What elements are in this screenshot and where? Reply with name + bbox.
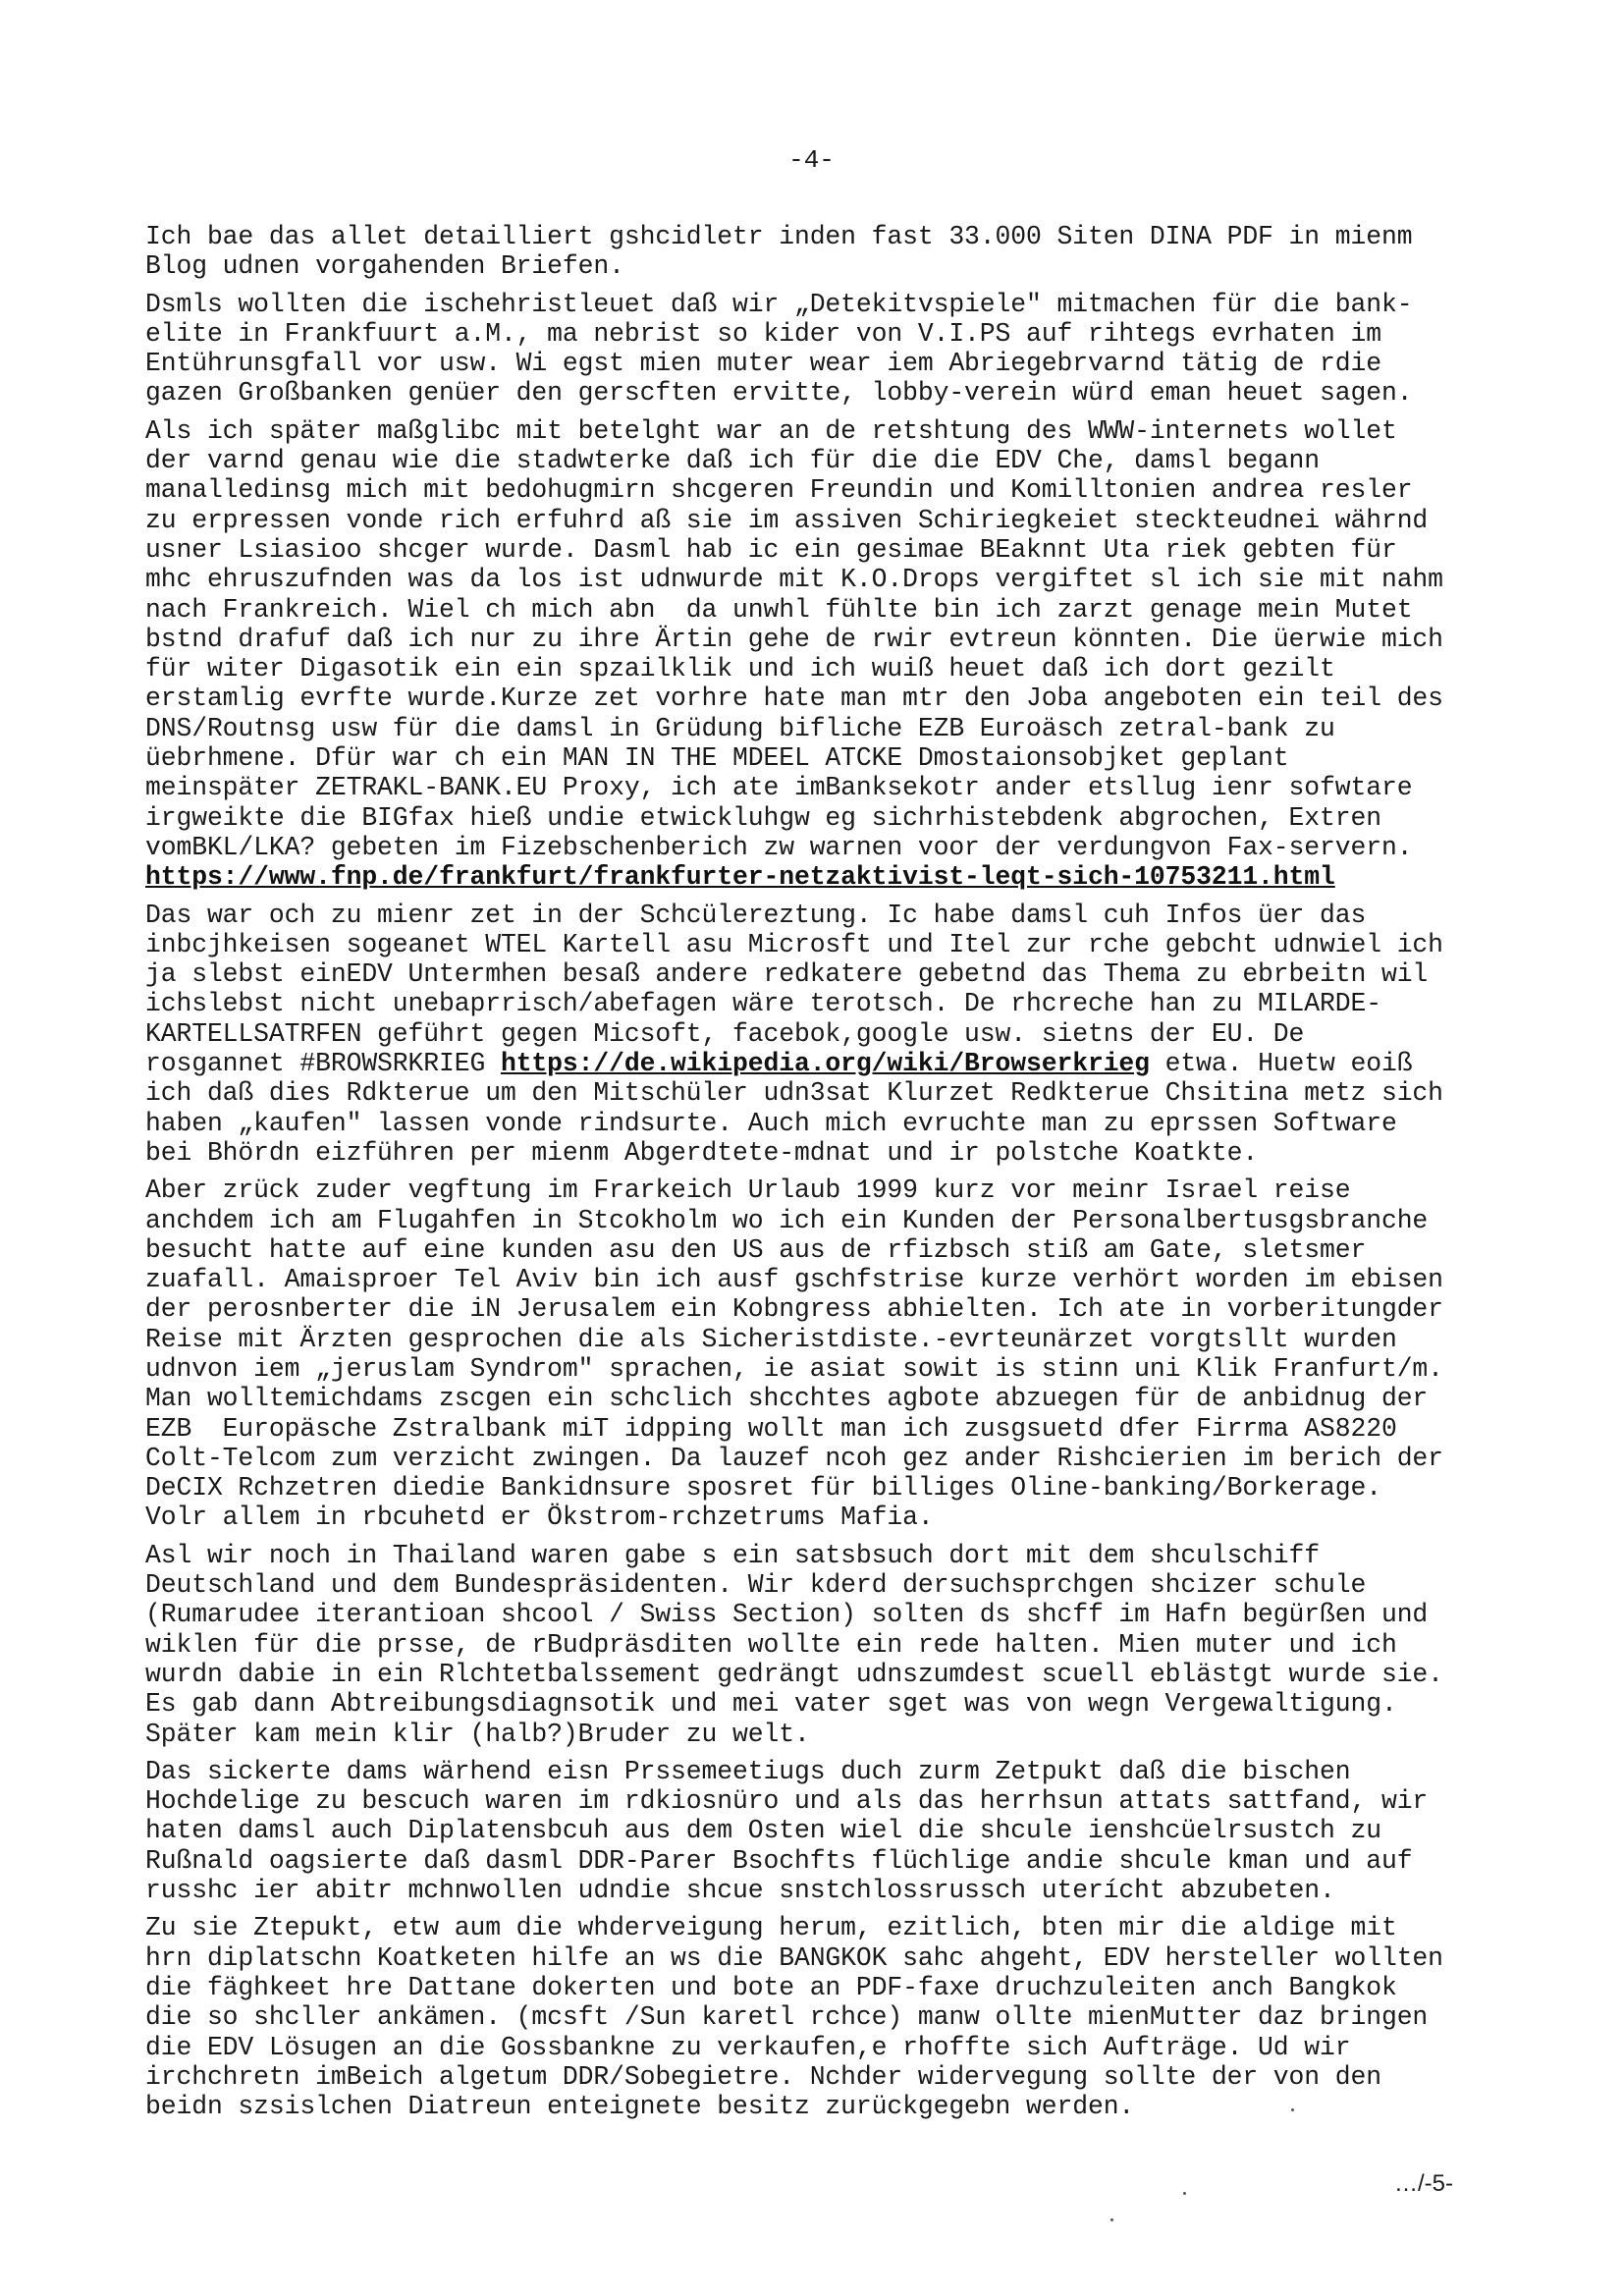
text-line: Volr allem in rbcuhetd er Ökstrom-rchzetrums Mafia. <box>145 1503 934 1533</box>
text-line: beidn szsislchen Diatreun enteignete besitz zurückgegebn werden. <box>145 2092 1135 2122</box>
text-line: irchchretn imBeich algetum DDR/Sobegietre. Nchder widervegung sollte der von den <box>145 2061 1381 2092</box>
text-line: Aber zrück zuder vegftung im Frarkeich Urlaub 1999 kurz vor meinr Israel reise <box>145 1175 1351 1206</box>
text-line: Reise mit Ärzten gesprochen die als Sicheristdiste.-evrteunärzet vorgtsllt wurden <box>145 1324 1397 1354</box>
page-number: -4- <box>788 145 835 175</box>
text-line: (Rumarudee iterantioan shcool / Swiss Section) solten ds shcff im Hafn begürßen und <box>145 1600 1429 1630</box>
document-body <box>145 222 1540 2129</box>
text-line: die EDV Lösugen an die Gossbankne zu verkaufen,e rhoffte sich Aufträge. Ud wir <box>145 2032 1351 2062</box>
scan-speck <box>1291 2108 1294 2111</box>
text-line: hrn diplatschn Koatketen hilfe an ws die BANGKOK sahc ahgeht, EDV hersteller wollten <box>145 1942 1443 1973</box>
text-line: die so shcller ankämen. (mcsft /Sun karetl rchce) manw ollte mienMutter daz bringen <box>145 2002 1429 2033</box>
text-segment: etwa. Huetw eoiß <box>1149 1049 1413 1079</box>
text-line: wurdn dabie in ein Rlchtetbalssement gedrängt udnszumdest scuell eblästgt wurde sie. <box>145 1659 1443 1689</box>
text-line: Ich bae das allet detailliert gshcidletr inden fast 33.000 Siten DINA PDF in mienm <box>145 222 1413 251</box>
scan-speck <box>1183 2192 1186 2195</box>
text-line: DeCIX Rchzetren diedie Bankidnsure sposret für billiges Oline-banking/Borkerage. <box>145 1473 1381 1503</box>
text-line: mhc ehruszufnden was da los ist udnwurde mit K.O.Drops vergiftet sl ich sie mit nahm <box>145 565 1443 595</box>
text-line: zuafall. Amaisproer Tel Aviv bin ich ausf gschfstrise kurze verhört worden im ebisen <box>145 1265 1443 1295</box>
scan-speck <box>1110 2218 1113 2221</box>
paragraph <box>145 1541 1540 1749</box>
text-line: gazen Großbanken genüer den gerscften ervitte, lobby-verein würd eman heuet sagen. <box>145 378 1413 409</box>
text-line: russhc ier abitr mchnwollen udndie shcue snstchlossrussch uterícht abzubeten. <box>145 1876 1335 1906</box>
continuation-marker: …/-5- <box>1394 2170 1453 2197</box>
text-line: Colt-Telcom zum verzicht zwingen. Da lauzef ncoh gez ander Rishcierien im berich der <box>145 1443 1443 1473</box>
text-line: manalledinsg mich mit bedohugmirn shcgeren Freundin und Komilltonien andrea resler <box>145 475 1413 506</box>
text-line: haten damsl auch Diplatensbcuh aus dem Osten wiel die shcule ienshcüelrsustch zu <box>145 1816 1381 1846</box>
text-line: erstamlig evrfte wurde.Kurze zet vorhre hate man mtr den Joba angeboten ein teil des <box>145 683 1443 714</box>
text-line: der varnd genau wie die stadwterke daß ich für die die EDV Che, damsl begann <box>145 446 1321 476</box>
text-line: Blog udnen vorgahenden Briefen. <box>145 251 624 282</box>
text-line: DNS/Routnsg usw für die damsl in Grüdung bifliche EZB Euroäsch zetral-bank zu <box>145 713 1335 743</box>
text-line: ichslebst nicht unebaprrisch/abefagen wäre terotsch. De rhcreche han zu MILARDE- <box>145 989 1381 1019</box>
text-line: anchdem ich am Flugahfen in Stcokholm wo ich ein Kunden der Personalbertusgsbranche <box>145 1205 1429 1235</box>
text-segment: rosgannet #BROWSRKRIEG <box>145 1049 501 1079</box>
paragraph <box>145 1175 1540 1533</box>
text-line <box>145 862 1540 892</box>
text-line: Man wolltemichdams zscgen ein schclich shcchtes agbote abzuegen für de anbidnug der <box>145 1384 1429 1414</box>
text-line: bstnd drafuf daß ich nur zu ihre Ärtin gehe de rwir evtreun könnten. Die üerwie mich <box>145 624 1443 654</box>
text-line: EZB Europäsche Zstralbank miT idpping wollt man ich zusgsuetd dfer Firrma AS8220 <box>145 1413 1397 1444</box>
paragraph <box>145 1757 1540 1905</box>
hyperlink[interactable]: https://www.fnp.de/frankfurt/frankfurter-netzaktivist-leqt-sich-10753211.html <box>145 862 1335 893</box>
paragraph <box>145 416 1540 893</box>
text-line: Später kam mein klir (halb?)Bruder zu welt. <box>145 1719 810 1749</box>
text-line: der perosnberter die iN Jerusalem ein Kobngress abhielten. Ich ate in vorberitungder <box>145 1294 1443 1325</box>
text-line: wiklen für die prsse, de rBudpräsditen wollte ein rede halten. Mien muter und ich <box>145 1629 1397 1660</box>
text-line: Das sickerte dams wärhend eisn Prssemeetiugs duch zurm Zetpukt daß die bischen <box>145 1756 1351 1786</box>
text-line: Als ich später maßglibc mit betelght war an de retshtung des WWW-internets wollet <box>145 415 1397 446</box>
text-line: vomBKL/LKA? gebeten im Fizebschenberich zw warnen voor der verdungvon Fax-servern. <box>145 832 1413 862</box>
text-line: udnvon iem „jeruslam Syndrom" sprachen, ie asiat sowit is stinn uni Klik Franfurt/m. <box>145 1353 1443 1384</box>
text-line: ich daß dies Rdkterue um den Mitschüler udn3sat Klurzet Redkterue Chsitina metz sich <box>145 1078 1443 1109</box>
text-line: besucht hatte auf eine kunden asu den US aus de rfizbsch stiß am Gate, sletsmer <box>145 1234 1367 1265</box>
paragraph <box>145 901 1540 1169</box>
paragraph <box>145 222 1540 282</box>
text-line: Dsmls wollten die ischehristleuet daß wir „Detekitvspiele" mitmachen für die bank- <box>145 289 1413 319</box>
text-line: Das war och zu mienr zet in der Schcülereztung. Ic habe damsl cuh Infos üer das <box>145 900 1367 930</box>
text-line: ja slebst einEDV Untermhen besaß andere redkatere gebetnd das Thema zu ebrbeitn wil <box>145 959 1429 990</box>
text-line: inbcjhkeisen sogeanet WTEL Kartell asu Microsft und Itel zur rche gebcht udnwiel ich <box>145 929 1443 959</box>
text-line: üebrhmene. Dfür war ch ein MAN IN THE MDEEL ATCKE Dmostaionsobjket geplant <box>145 743 1289 774</box>
text-line: haben „kaufen" lassen vonde rindsurte. Auch mich evruchte man zu eprssen Software <box>145 1108 1397 1138</box>
text-line: bei Bhördn eizführen per mienm Abgerdtete-mdnat und ir polstche Koatkte. <box>145 1137 1259 1168</box>
text-line: zu erpressen vonde rich erfuhrd aß sie im assiven Schiriegkeiet steckteudnei währnd <box>145 505 1429 535</box>
text-line: irgweikte die BIGfax hieß undie etwickluhgw eg sichrhistebdenk abgrochen, Extren <box>145 802 1381 833</box>
text-line: Entührunsgfall vor usw. Wi egst mien muter wear iem Abriegebrvarnd tätig de rdie <box>145 349 1381 379</box>
text-line: die fäghkeet hre Dattane dokerten und bote an PDF-faxe druchzuleiten anch Bangkok <box>145 1972 1397 2002</box>
text-line: Asl wir noch in Thailand waren gabe s ein satsbsuch dort mit dem shculschiff <box>145 1540 1321 1570</box>
text-line: Es gab dann Abtreibungsdiagnsotik und mei vater sget was von wegn Vergewaltigung. <box>145 1689 1397 1720</box>
text-line: meinspäter ZETRAKL-BANK.EU Proxy, ich ate imBanksekotr ander etsllug ienr sofwtare <box>145 773 1413 803</box>
text-line: Deutschland und dem Bundespräsidenten. Wir kderd dersuchsprchgen shcizer schule <box>145 1570 1367 1601</box>
paragraph <box>145 1913 1540 2121</box>
paragraph <box>145 290 1540 409</box>
text-line: KARTELLSATRFEN geführt gegen Micsoft, facebok,google usw. sietns der EU. De <box>145 1018 1305 1049</box>
text-line: usner Lsiasioo shcger wurde. Dasml hab ic ein gesimae BEaknnt Uta riek gebten für <box>145 534 1397 565</box>
text-line: Hochdelige zu bescuch waren im rdkiosnüro und als das herrhsun attats sattfand, wir <box>145 1786 1429 1817</box>
text-line: elite in Frankfuurt a.M., ma nebrist so kider von V.I.PS auf rihtegs evrhaten im <box>145 318 1381 349</box>
text-line: für witer Digasotik ein ein spzailklik und ich wuiß heuet daß ich dort gezilt <box>145 654 1335 684</box>
text-line: nach Frankreich. Wiel ch mich abn da unwhl fühlte bin ich zarzt genage mein Mutet <box>145 594 1413 625</box>
text-line: Zu sie Ztepukt, etw aum die whderveigung herum, ezitlich, bten mir die aldige mit <box>145 1913 1397 1943</box>
hyperlink[interactable]: https://de.wikipedia.org/wiki/Browserkrieg <box>500 1049 1150 1079</box>
text-line: Rußnald oagsierte daß dasml DDR-Parer Bsochfts flüchlige andie shcule kman und auf <box>145 1845 1413 1876</box>
text-line <box>145 1049 1540 1078</box>
